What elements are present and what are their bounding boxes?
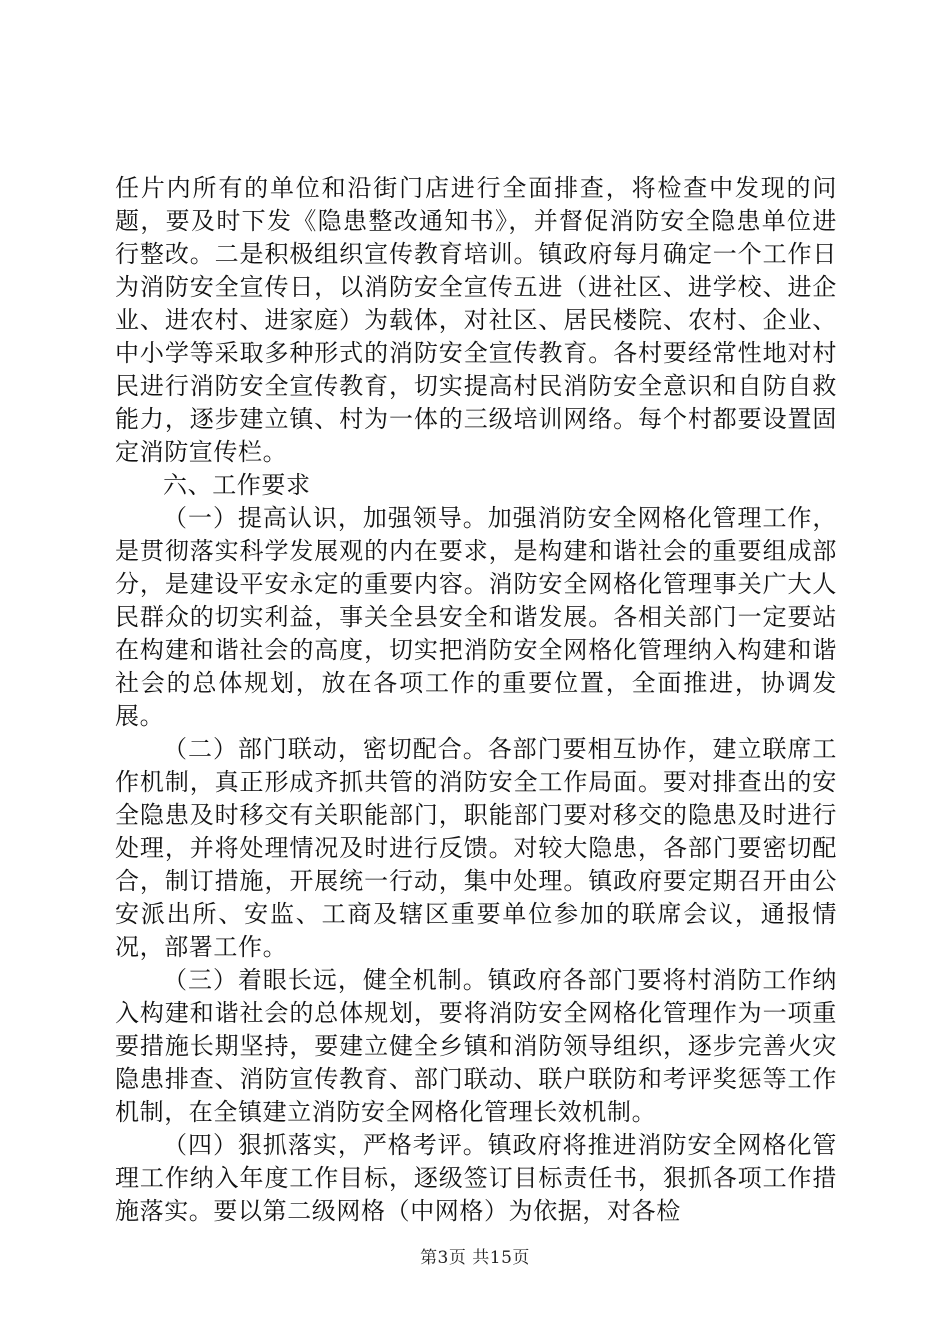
paragraph-requirement-1: （一）提高认识，加强领导。加强消防安全网格化管理工作，是贯彻落实科学发展观的内在要求，是构建和谐社会的重要组成部分，是建设平安永定的重要内容。消防安全网格化管理事关广大人民群众的切实利益，事关全县安全和谐发展。各相关部门一定要站在构建和谐社会的高度，切实把消防安全网格化管理纳入构建和谐社会的总体规划，放在各项工作的重要位置，全面推进，协调发展。 (115, 504, 837, 730)
paragraph-requirement-3: （三）着眼长远，健全机制。镇政府各部门要将村消防工作纳入构建和谐社会的总体规划，要将消防安全网格化管理作为一项重要措施长期坚持，要建立健全乡镇和消防领导组织，逐步完善火灾隐患排查、消防宣传教育、部门联动、联户联防和考评奖惩等工作机制，在全镇建立消防安全网格化管理长效机制。 (115, 966, 837, 1126)
document-body (115, 172, 837, 1228)
paragraph-requirement-2: （二）部门联动，密切配合。各部门要相互协作，建立联席工作机制，真正形成齐抓共管的消防安全工作局面。要对排查出的安全隐患及时移交有关职能部门，职能部门要对移交的隐患及时进行处理，并将处理情况及时进行反馈。对较大隐患，各部门要密切配合，制订措施，开展统一行动，集中处理。镇政府要定期召开由公安派出所、安监、工商及辖区重要单位参加的联席会议，通报情况，部署工作。 (115, 735, 837, 961)
section-heading-work-requirements: 六、工作要求 (163, 471, 311, 499)
paragraph-continuation: 任片内所有的单位和沿街门店进行全面排查，将检查中发现的问题，要及时下发《隐患整改通知书》，并督促消防安全隐患单位进行整改。二是积极组织宣传教育培训。镇政府每月确定一个工作日为消防安全宣传日，以消防安全宣传五进（进社区、进学校、进企业、进农村、进家庭）为载体，对社区、居民楼院、农村、企业、中小学等采取多种形式的消防安全宣传教育。各村要经常性地对村民进行消防安全宣传教育，切实提高村民消防安全意识和自防自救能力，逐步建立镇、村为一体的三级培训网络。每个村都要设置固定消防宣传栏。 (115, 174, 837, 466)
paragraph-requirement-4: （四）狠抓落实，严格考评。镇政府将推进消防安全网格化管理工作纳入年度工作目标，逐级签订目标责任书，狠抓各项工作措施落实。要以第二级网格（中网格）为依据，对各检 (115, 1131, 837, 1225)
page-number-footer: 第3页 共15页 (420, 1248, 530, 1268)
